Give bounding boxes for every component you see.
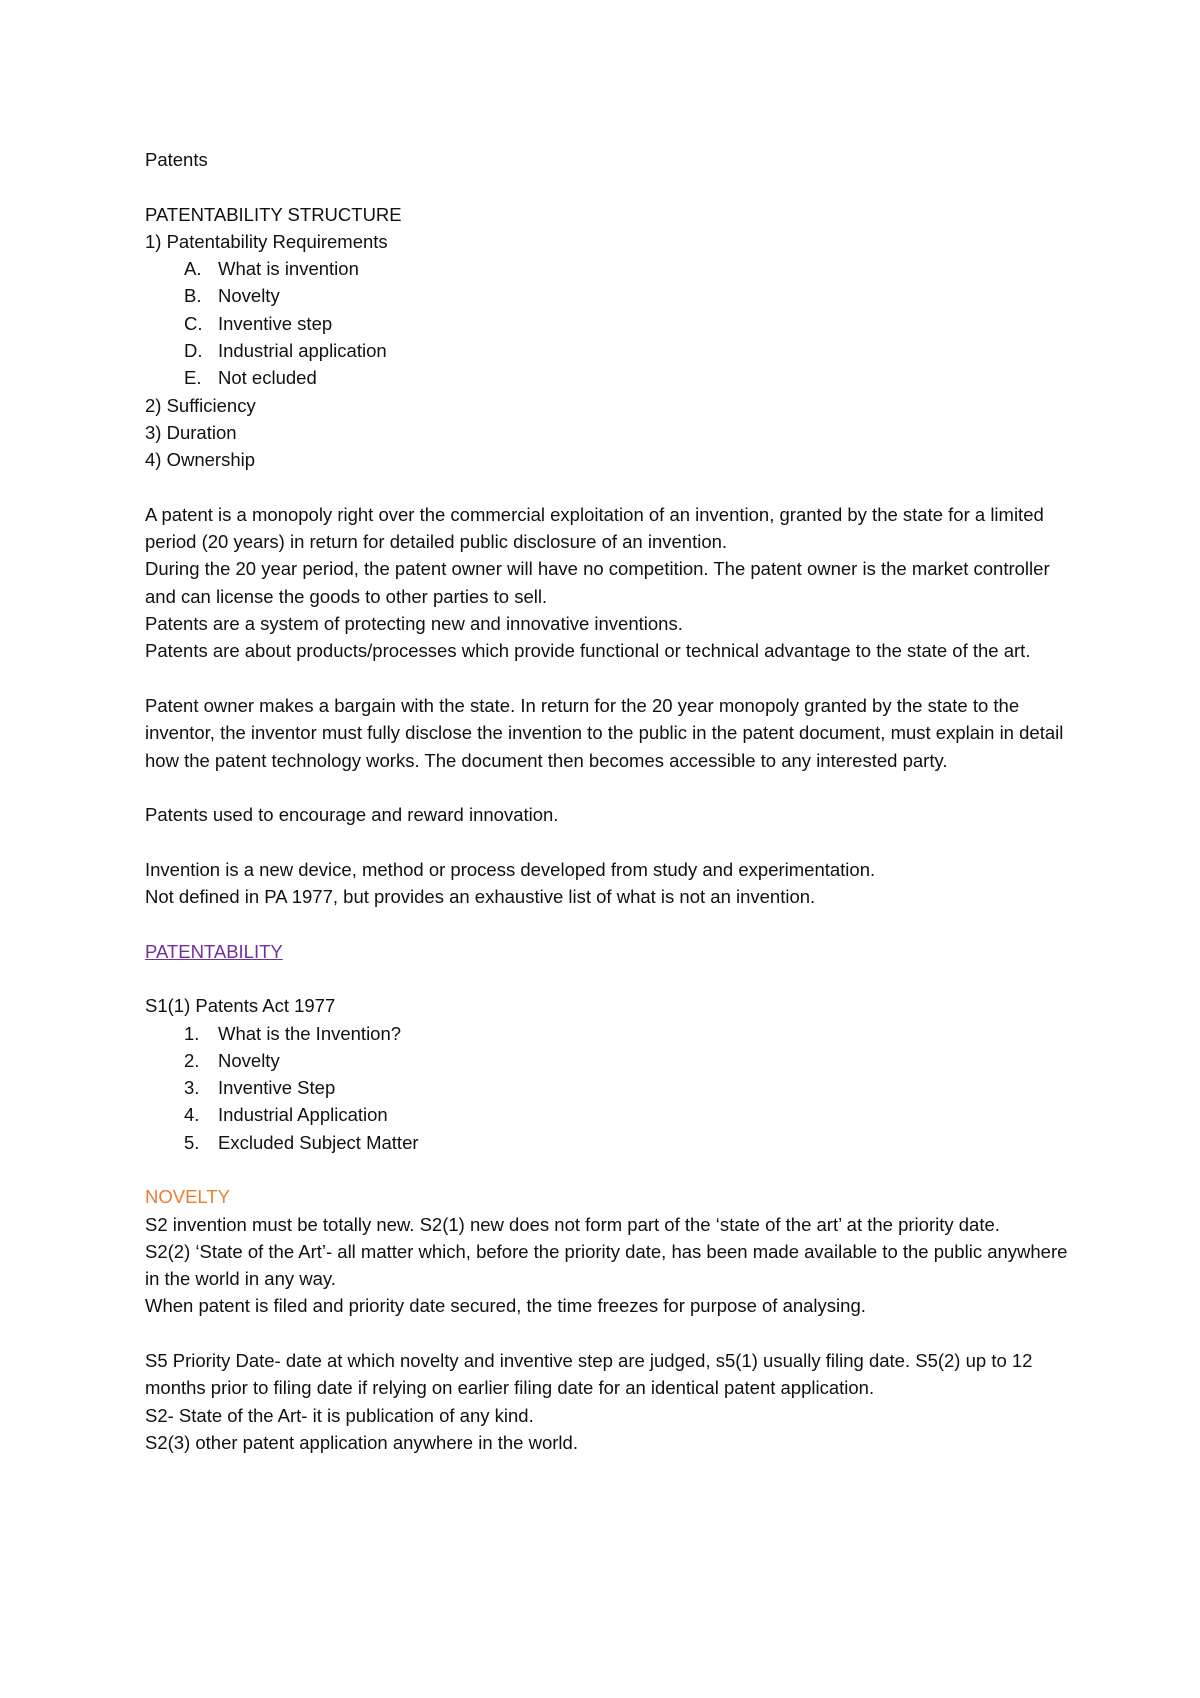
s1-heading: S1(1) Patents Act 1977 [145, 995, 336, 1017]
s1-list [145, 1020, 1075, 1156]
paragraph: Patents are about products/processes which provide functional or technical advantage to the state of the art. [145, 640, 1031, 662]
list-text: What is the Invention? [218, 1022, 402, 1044]
list-marker: 1. [184, 1022, 200, 1044]
paragraph: Patents are a system of protecting new and innovative inventions. [145, 613, 683, 635]
patentability-link[interactable]: PATENTABILITY [145, 940, 283, 962]
list-text: Novelty [218, 1049, 280, 1071]
list-marker: A. [184, 258, 202, 280]
list-item [145, 255, 1075, 282]
list-text: Novelty [218, 285, 280, 307]
list-item [145, 282, 1075, 309]
paragraph: During the 20 year period, the patent owner will have no competition. The patent owner is the market controller and can license the goods to other parties to sell. [145, 558, 1050, 607]
list-text: Industrial application [218, 340, 387, 362]
paragraph: When patent is filed and priority date secured, the time freezes for purpose of analysing. [145, 1295, 866, 1317]
paragraph: Invention is a new device, method or process developed from study and experimentation. [145, 858, 876, 880]
doc-title: Patents [145, 149, 208, 170]
requirement-2: 2) Sufficiency [145, 394, 256, 416]
list-item [145, 310, 1075, 337]
list-item [145, 1074, 1075, 1101]
list-text: Inventive step [218, 312, 333, 334]
list-item [145, 1047, 1075, 1074]
list-item [145, 1101, 1075, 1128]
list-text: Industrial Application [218, 1104, 388, 1126]
list-text: Inventive Step [218, 1077, 336, 1099]
paragraph: S2(3) other patent application anywhere in the world. [145, 1431, 578, 1453]
requirement-1: 1) Patentability Requirements [145, 230, 388, 252]
paragraph: Not defined in PA 1977, but provides an exhaustive list of what is not an invention. [145, 886, 816, 908]
structure-heading: PATENTABILITY STRUCTURE [145, 203, 402, 225]
list-text: Excluded Subject Matter [218, 1131, 419, 1153]
requirement-3: 3) Duration [145, 421, 237, 443]
list-marker: 5. [184, 1131, 200, 1153]
list-text: Not ecluded [218, 367, 317, 389]
paragraph: A patent is a monopoly right over the commercial exploitation of an invention, granted by the state for a limited period (20 years) in return for detailed public disclosure of an invention. [145, 503, 1044, 553]
paragraph: S2(2) ‘State of the Art’- all matter which, before the priority date, has been made available to the public anywhere in the world in any way. [145, 1240, 1068, 1290]
list-item [145, 1020, 1075, 1047]
paragraph: Patents used to encourage and reward innovation. [145, 804, 559, 826]
paragraph: S5 Priority Date- date at which novelty and inventive step are judged, s5(1) usually filing date. S5(2) up to 12 months prior to filing date if relying on earlier filing date for an identical patent application. [145, 1350, 1033, 1399]
paragraph: S2- State of the Art- it is publication of any kind. [145, 1404, 534, 1426]
list-text: What is invention [218, 258, 359, 280]
novelty-heading: NOVELTY [145, 1186, 230, 1208]
list-marker: E. [184, 367, 202, 389]
requirement-4: 4) Ownership [145, 449, 256, 471]
requirements-list [145, 255, 1075, 391]
list-item [145, 1129, 1075, 1156]
list-marker: B. [184, 285, 202, 307]
list-marker: 3. [184, 1077, 200, 1099]
document-body [145, 146, 1075, 1456]
list-marker: 4. [184, 1104, 200, 1126]
list-marker: C. [184, 312, 203, 334]
list-marker: 2. [184, 1049, 200, 1071]
list-item [145, 364, 1075, 391]
paragraph: Patent owner makes a bargain with the state. In return for the 20 year monopoly granted by the state to the inventor, the inventor must fully disclose the invention to the public in the patent document, must explain in detail how the patent technology works. The document then becomes accessible to any interested party. [145, 694, 1064, 771]
list-marker: D. [184, 340, 203, 362]
paragraph: S2 invention must be totally new. S2(1) new does not form part of the ‘state of the art’ at the priority date. [145, 1213, 1000, 1235]
list-item [145, 337, 1075, 364]
